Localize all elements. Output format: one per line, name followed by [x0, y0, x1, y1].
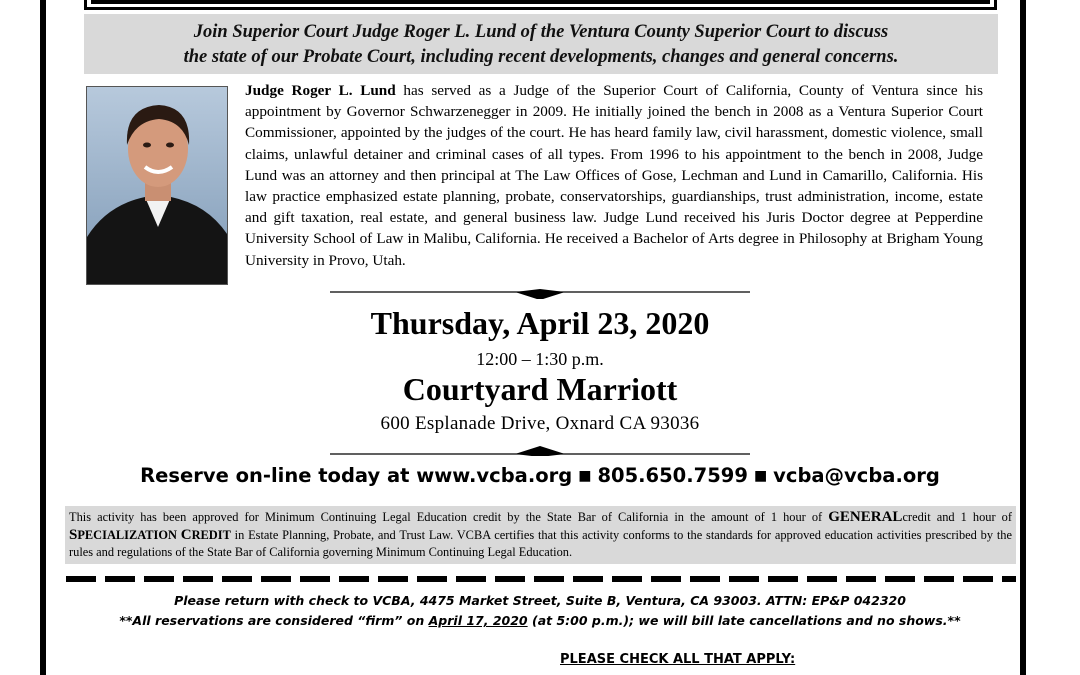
event-date: Thursday, April 23, 2020 [370, 305, 710, 341]
policy-deadline-date: April 17, 2020 [428, 613, 528, 628]
mcle-specialization-rest: PECIALIZATION [77, 527, 181, 542]
event-address: 600 Esplanade Drive, Oxnard CA 93036 [380, 413, 700, 434]
check-all-heading: PLEASE CHECK ALL THAT APPLY: [560, 652, 796, 667]
mcle-credit-c: C [180, 526, 192, 543]
mcle-specialization-s: S [69, 526, 78, 543]
ornamental-divider-top [330, 289, 750, 299]
header-bar [84, 0, 997, 10]
judge-portrait-image [87, 87, 228, 285]
separator-square-icon: ■ [753, 468, 768, 484]
reserve-email-link[interactable]: vcba@vcba.org [773, 464, 940, 487]
return-instructions: Please return with check to VCBA, 4475 Market Street, Suite B, Ventura, CA 93003. ATTN: EP&P 042320 [174, 593, 906, 608]
reserve-phone[interactable]: 805.650.7599 [597, 464, 748, 487]
bio-judge-name: Judge Roger L. Lund [245, 82, 396, 99]
mcle-text-2: credit and 1 hour of [902, 510, 1012, 524]
mcle-credit-rest: REDIT [191, 527, 231, 542]
reserve-online-link[interactable]: Reserve on-line today at www.vcba.org [140, 464, 573, 487]
cut-line-dashed [66, 576, 1016, 582]
judge-bio [245, 80, 983, 271]
policy-text-b: (at 5:00 p.m.); we will bill late cancellations and no shows.** [527, 613, 961, 628]
event-venue: Courtyard Marriott [402, 371, 678, 407]
mcle-text-1: This activity has been approved for Minimum Continuing Legal Education credit by the State Bar of California in the amount of 1 hour of [69, 510, 829, 524]
intro-banner [84, 14, 998, 74]
intro-line-2: the state of our Probate Court, including recent developments, changes and general concerns. [183, 47, 899, 67]
separator-square-icon: ■ [578, 468, 592, 484]
intro-line-1: Join Superior Court Judge Roger L. Lund of the Ventura County Superior Court to discuss [193, 22, 889, 42]
policy-text-a: **All reservations are considered “firm” on [119, 613, 429, 628]
event-time: 12:00 – 1:30 p.m. [476, 349, 604, 369]
bio-text: has served as a Judge of the Superior Court of California, County of Ventura since his appointment by Governor Schwarzenegger in 2009. He initially joined the bench in 2008 as a Ventura Superior Court Commissioner, appointed by the judges of the court. He has heard family law, civil harassment, domestic violence, small claims, unlawful detainer and criminal cases of all types. From 1996 to his appointment to the bench in 2008, Judge Lund was an attorney and then principal at The Law Offices of Gose, Lechman and Lund in Camarillo, California. His law practice emphasized estate planning, probate, conservatorships, guardianships, trust administration, income, estate and gift taxation, real estate, and general business law. Judge Lund received his Juris Doctor degree at Pepperdine University School of Law in Malibu, California. He received a Bachelor of Arts degree in Philosophy at Brigham Young University in Provo, Utah. [245, 82, 983, 269]
reservation-policy [0, 613, 1080, 628]
mcle-text-3: in Estate Planning, Probate, and Trust Law. VCBA certifies that this activity conforms to the standards for approved education activities prescribed by the rules and regulations of the State Bar of California governing Minimum Continuing Legal Education. [69, 527, 1012, 559]
ornamental-divider-bottom [330, 446, 750, 456]
judge-photo [86, 86, 228, 285]
mcle-credit-notice [65, 506, 1016, 564]
mcle-general: GENERAL [828, 509, 903, 525]
reserve-line [0, 464, 1080, 487]
